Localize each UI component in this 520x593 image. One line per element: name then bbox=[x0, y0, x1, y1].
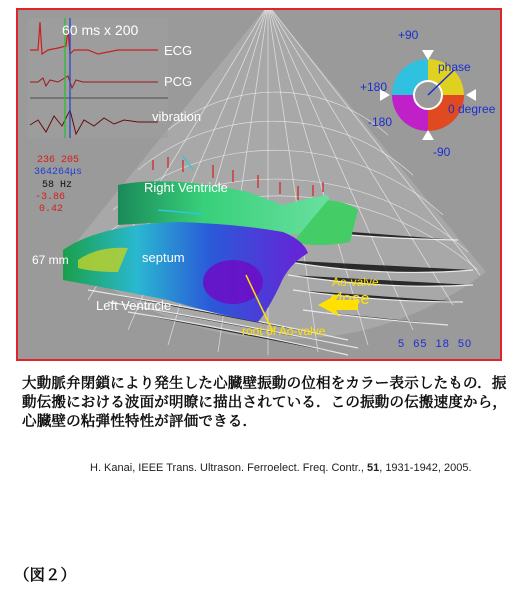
figure-caption: 大動脈弁閉鎖により発生した心臓壁振動の位相をカラー表示したもの．振動伝搬における波面が明瞭に描出されている．この振動の伝搬速度から，心臓壁の粘弾性特性が評価できる． bbox=[22, 376, 508, 430]
valve-state-label: close bbox=[330, 289, 370, 308]
readout-2: 364264μs bbox=[34, 167, 83, 178]
left-ventricle-label: Left Ventricle bbox=[96, 298, 172, 313]
wheel-title: phase bbox=[438, 60, 471, 74]
readout-1: 236 205 bbox=[37, 155, 80, 166]
ecg-label: ECG bbox=[164, 43, 193, 58]
bottom-numbers: 5 65 18 50 bbox=[398, 338, 473, 350]
septum-core bbox=[203, 260, 263, 304]
root-label: root of Ao-valve bbox=[242, 324, 326, 338]
citation-authors: H. Kanai, IEEE Trans. Ultrason. Ferroelect. Freq. Contr., bbox=[90, 462, 367, 474]
citation bbox=[90, 462, 472, 474]
citation-volume: 51 bbox=[366, 462, 380, 474]
vibration-label: vibration bbox=[152, 109, 202, 124]
readout-3: 58 Hz bbox=[42, 180, 73, 191]
wheel-left-top-label: +180 bbox=[360, 80, 388, 94]
pcg-label: PCG bbox=[164, 74, 193, 89]
right-ventricle-label: Right Ventricle bbox=[144, 180, 228, 195]
readout-5: 0.42 bbox=[39, 204, 64, 215]
septum-label: septum bbox=[142, 250, 185, 265]
figure-number: （図２） bbox=[14, 566, 77, 584]
citation-rest: , 1931-1942, 2005. bbox=[379, 462, 472, 474]
wheel-right-label: 0 degree bbox=[448, 102, 496, 116]
scale-label: 60 ms x 200 bbox=[62, 22, 139, 38]
echocardiogram-figure bbox=[16, 8, 502, 361]
valve-label: Ao-valve bbox=[332, 275, 379, 289]
echo-graphics bbox=[18, 10, 500, 359]
wheel-left-bottom-label: -180 bbox=[368, 115, 393, 129]
depth-label: 67 mm bbox=[32, 253, 69, 267]
readout-4: -3.86 bbox=[35, 192, 66, 203]
wheel-bottom-label: -90 bbox=[433, 145, 451, 159]
wheel-top-label: +90 bbox=[398, 28, 419, 42]
